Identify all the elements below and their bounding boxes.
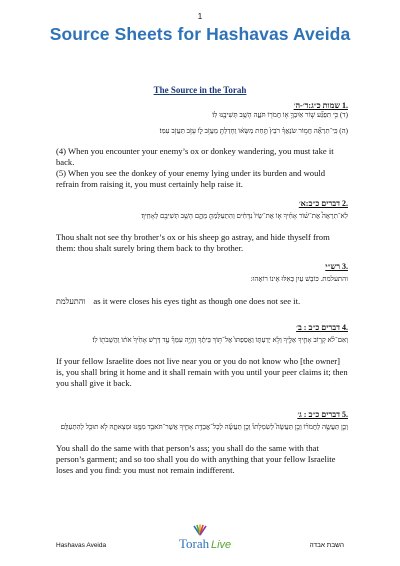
source-section-3 (56, 262, 348, 307)
page-footer (0, 536, 400, 556)
source-heading: .5 דברים כ״ב : ג׳ (297, 410, 348, 419)
logo-rays-icon (194, 525, 206, 536)
source-heading: .3 רש״י (325, 262, 348, 271)
hebrew-verse: לֹֽא־תִרְאֶה֩ אֶת־שׁ֨וֹר אָחִ֜יךָ א֤וֹ אֶת־שֵׂיוֹ֙ נִדָּחִ֔ים וְהִתְעַלַּמְתָּ֖ מֵהֶ֑ם הָשֵׁ֥ב תְּשִׁיבֵ֖ם לְאָחִֽיךָ׃ (141, 212, 348, 220)
footer-left-text: Hashavas Aveida (56, 542, 107, 549)
english-translation: Thou shalt not see thy brother’s ox or his sheep go astray, and hide thyself from them: thou shalt surely bring them back to thy brother. (56, 232, 330, 253)
hebrew-term: והתעלמת (56, 297, 86, 306)
english-translation: (5) When you see the donkey of your enemy lying under its burden and would refrain from raising it, you must certainly help raise it. (56, 168, 326, 189)
page-title: Source Sheets for Hashavas Aveida (49, 24, 351, 44)
english-translation: (4) When you encounter your enemy’s ox or donkey wandering, you must take it back. (56, 146, 334, 167)
english-translation: You shall do the same with that person’s ass; you shall do the same with that person’s garment; and so too shall you do with anything that your fellow Israelite loses and you find: you must not remain indifferent. (56, 443, 336, 475)
source-section-4 (56, 323, 348, 389)
logo-text-torah: Torah (179, 536, 210, 551)
source-section-2 (56, 199, 348, 254)
footer-right-text: השבת אבדה (309, 542, 344, 549)
source-heading: .1 שמות כ״ג:ד׳-ה׳ (293, 101, 348, 110)
hebrew-commentary: והתעלמת. כּוֹבֵשׁ עַיִן כְּאִלּוּ אֵינוֹ רוֹאֶהוּ: (250, 275, 348, 283)
logo-text-live: Live (211, 539, 232, 551)
source-section-1 (56, 101, 348, 190)
hebrew-verse: וְאִם־לֹ֨א קָר֥וֹב אָחִ֛יךָ אֵלֶ֖יךָ וְלֹ֣א יְדַעְתּ֑וֹ וַאֲסַפְתּוֹ֙ אֶל־תּ֣וֹךְ בֵּיתֶ֔ךָ וְהָיָ֣ה עִמְּךָ֗ עַ֣ד דְּרֹ֤שׁ אָחִ֙יךָ֙ אֹת֔וֹ וַהֲשֵׁבֹת֖וֹ לֽוֹ׃ (92, 336, 348, 344)
source-heading: .4 דברים כ״ב : ב׳ (296, 323, 348, 332)
english-translation (56, 296, 348, 307)
section-subtitle: The Source in the Torah (153, 85, 247, 95)
hebrew-verse: (ד) כִּ֣י תִפְגַּ֞ע שׁ֧וֹר אֹֽיִבְךָ֛ א֥וֹ חֲמֹר֖וֹ תֹּעֶ֑ה הָשֵׁ֥ב תְּשִׁיבֶ֖נּוּ לֽוֹ׃ (212, 111, 348, 119)
page-number: 1 (197, 12, 203, 21)
english-translation-text: as it were closes his eyes tight as though one does not see it. (93, 296, 301, 306)
hebrew-verse: וְכֵ֧ן תַּעֲשֶׂ֣ה לַחֲמֹר֗וֹ וְכֵ֣ן תַּעֲשֶׂה֮ לְשִׂמְלָתוֹ֒ וְכֵ֣ן תַעֲשֶׂ֜ה לְכָל־אֲבֵדַ֥ת אָחִ֛יךָ אֲשֶׁר־תֹּאבַ֥ד מִמֶּ֖נּוּ וּמְצָאתָ֑הּ לֹ֥א תוּכַ֖ל לְהִתְעַלֵּֽם׃ (60, 423, 348, 431)
source-heading: .2 דברים כ״ב:א׳ (298, 199, 348, 208)
english-translation: If your fellow Israelite does not live near you or you do not know who [the owner] is, you shall bring it home and it shall remain with you until your peer claims it; then you shall give it back. (56, 356, 348, 388)
torahlive-logo (155, 524, 245, 554)
source-section-5 (56, 410, 348, 476)
hebrew-verse: (ה) כִּֽי־תִרְאֶ֞ה חֲמ֣וֹר שֹׂנַאֲךָ֗ רֹבֵץ֙ תַּ֣חַת מַשָּׂא֔וֹ וְחָדַלְתָּ֖ מֵעֲזֹ֣ב ל֑וֹ עָזֹ֥ב תַּעֲזֹ֖ב עִמּֽוֹ׃ (159, 127, 348, 135)
